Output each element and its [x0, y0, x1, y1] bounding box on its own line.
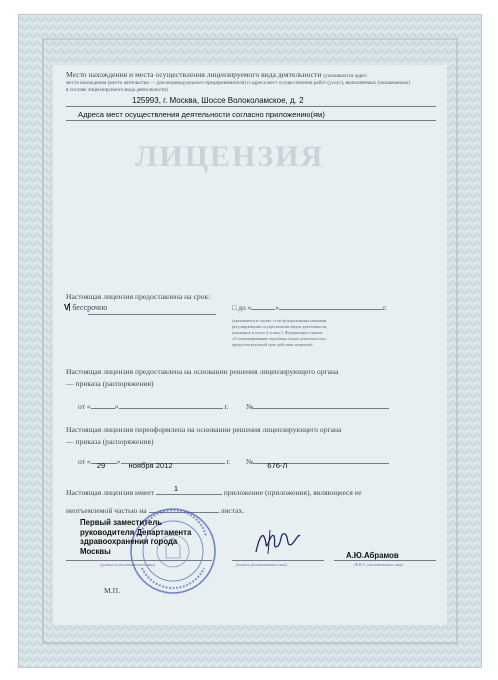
name-underline: [334, 560, 436, 561]
position-underline: [66, 560, 212, 561]
granted-line1: Настоящая лицензия предоставлена на основании решения лицензирующего органа: [66, 367, 339, 376]
note-underline: [66, 120, 436, 121]
header-line2: места нахождения (место жительства — для индивидуального предпринимателя) и адреса мест осуществления работ (услуг), выполняемых (оказываемых): [66, 80, 411, 86]
unlimited-underline: [88, 314, 216, 315]
term-until: □ до « » г.: [232, 303, 388, 312]
term-unlimited: V бессрочно: [64, 303, 108, 312]
addresses-note: Адреса мест осуществления деятельности согласно приложению(ям): [78, 110, 325, 119]
caption-name: (Ф.И.О. уполномоченного лица): [354, 563, 404, 567]
reissued-line2: — приказа (распоряжения): [66, 437, 154, 446]
checkbox-checked: V: [64, 303, 70, 312]
reissued-line1: Настоящая лицензия переоформлена на основании решения лицензирующего органа: [66, 425, 342, 434]
granted-line2: — приказа (распоряжения): [66, 379, 154, 388]
signatory-name: А.Ю.Абрамов: [346, 551, 399, 560]
annex-line2: неотъемлемой частью на листах.: [66, 506, 245, 515]
caption-signature: (подпись уполномоченного лица): [236, 563, 288, 567]
address-underline: [66, 106, 436, 107]
watermark: ЛИЦЕНЗИЯ: [135, 140, 325, 173]
header-line1: Место нахождения и места осуществления лицензируемого вида деятельности (указываются адрес: [66, 70, 367, 79]
address: 125993, г. Москва, Шоссе Волоколамское, д. 2: [132, 96, 304, 105]
signature: [252, 524, 302, 560]
granted-date: от « » г.: [78, 402, 229, 411]
signatory-position: Первый заместитель руководителя Департамента здравоохранения города Москвы: [80, 518, 192, 556]
caption-position: (должность уполномоченного лица): [100, 563, 156, 567]
term-label: Настоящая лицензия предоставлена на срок:: [66, 292, 211, 301]
term-note: (указывается в случае, если федеральными законами, регулирующими осуществление видов деятельности, указанных в части 4 статьи 1 Федерального закона «О лицензировании отдельных видов деятельности», предусмотрен иной срок действия лицензии): [232, 318, 328, 347]
reissued-date: от « 29 » ноября 2012 г.: [78, 457, 231, 470]
reissued-number: № 676-Л: [246, 457, 389, 466]
annex-line1: Настоящая лицензия имеет 1 приложение (приложения), являющееся ее: [66, 484, 362, 497]
granted-number: №: [246, 402, 389, 411]
header-line3: в составе лицензируемого вида деятельности): [66, 87, 168, 93]
signature-underline: [232, 560, 324, 561]
seal-place-label: М.П.: [104, 586, 121, 595]
